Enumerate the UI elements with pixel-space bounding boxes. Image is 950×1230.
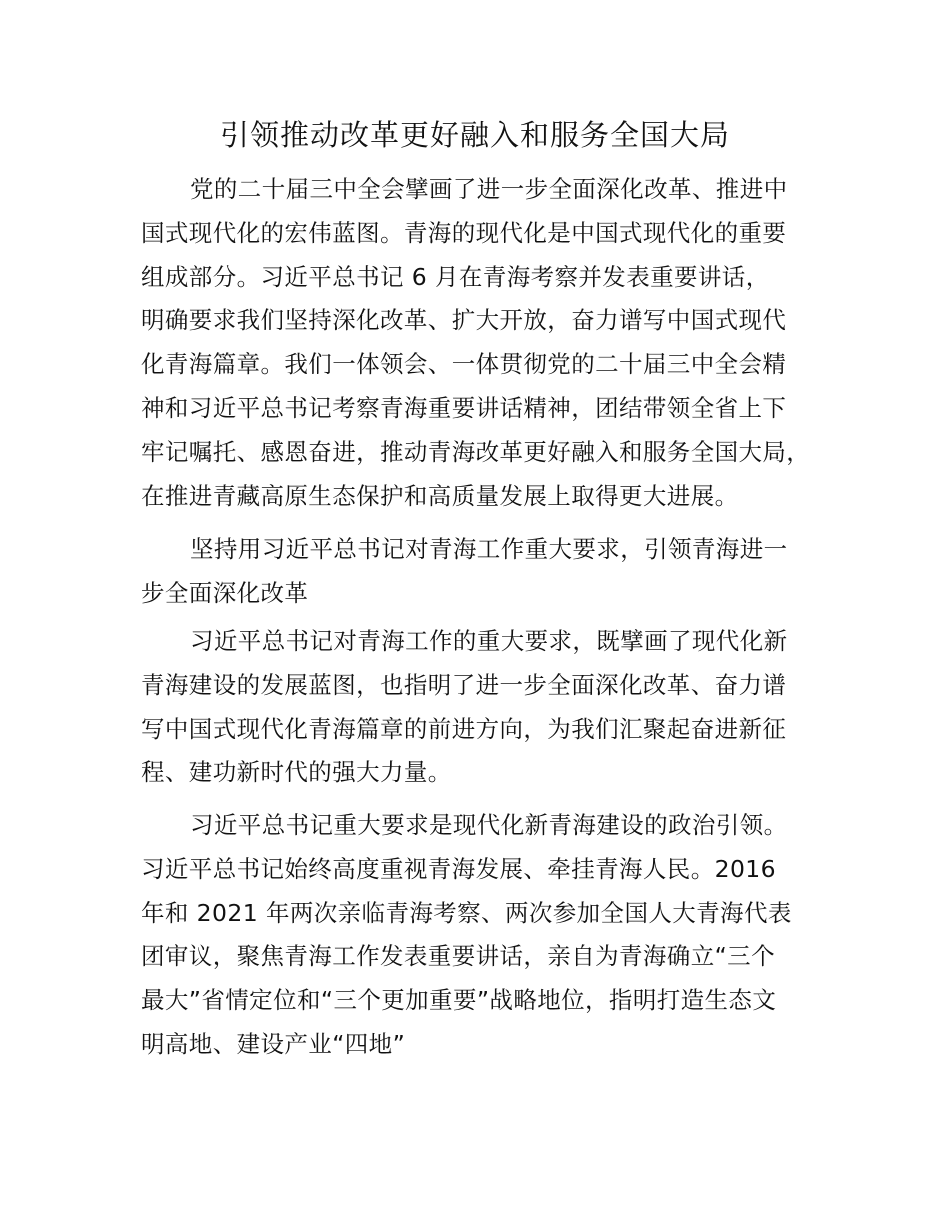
section-heading xyxy=(141,528,841,616)
text-line: 习近平总书记重大要求是现代化新青海建设的政治引领。 xyxy=(190,811,788,839)
text-line: 明高地、建设产业“四地” xyxy=(141,1029,406,1058)
text-line: 写中国式现代化青海篇章的前进方向，为我们汇聚起奋进新征 xyxy=(141,714,787,743)
text-line: 青海建设的发展蓝图，也指明了进一步全面深化改革、奋力谱 xyxy=(141,670,787,699)
text-line: 化青海篇章。我们一体领会、一体贯彻党的二十届三中全会精 xyxy=(141,350,787,379)
text-line: 组成部分。习近平总书记 6 月在青海考察并发表重要讲话， xyxy=(141,262,770,291)
text-line: 年和 2021 年两次亲临青海考察、两次参加全国人大青海代表 xyxy=(141,898,792,927)
text-line: 习近平总书记始终高度重视青海发展、牵挂青海人民。2016 xyxy=(141,854,777,883)
text-line: 习近平总书记对青海工作的重大要求，既擘画了现代化新 xyxy=(190,627,788,655)
text-line: 党的二十届三中全会擘画了进一步全面深化改革、推进中 xyxy=(190,175,788,203)
paragraph-requirements xyxy=(141,620,841,795)
document-title: 引领推动改革更好融入和服务全国大局 xyxy=(219,118,730,152)
text-line: 团审议，聚焦青海工作发表重要讲话，亲自为青海确立“三个 xyxy=(141,942,775,971)
paragraph-political-guidance xyxy=(141,804,841,1067)
text-line: 神和习近平总书记考察青海重要讲话精神，团结带领全省上下 xyxy=(141,393,787,422)
text-line: 坚持用习近平总书记对青海工作重大要求，引领青海进一 xyxy=(190,535,788,563)
text-line: 牢记嘱托、感恩奋进，推动青海改革更好融入和服务全国大局， xyxy=(141,437,811,466)
text-line: 程、建功新时代的强大力量。 xyxy=(141,758,452,787)
text-line: 国式现代化的宏伟蓝图。青海的现代化是中国式现代化的重要 xyxy=(141,218,787,247)
paragraph-intro xyxy=(141,168,841,518)
text-line: 最大”省情定位和“三个更加重要”战略地位，指明打造生态文 xyxy=(141,986,777,1015)
text-line: 步全面深化改革 xyxy=(141,578,309,607)
text-line: 在推进青藏高原生态保护和高质量发展上取得更大进展。 xyxy=(141,481,739,510)
text-line: 明确要求我们坚持深化改革、扩大开放，奋力谱写中国式现代 xyxy=(141,306,787,335)
